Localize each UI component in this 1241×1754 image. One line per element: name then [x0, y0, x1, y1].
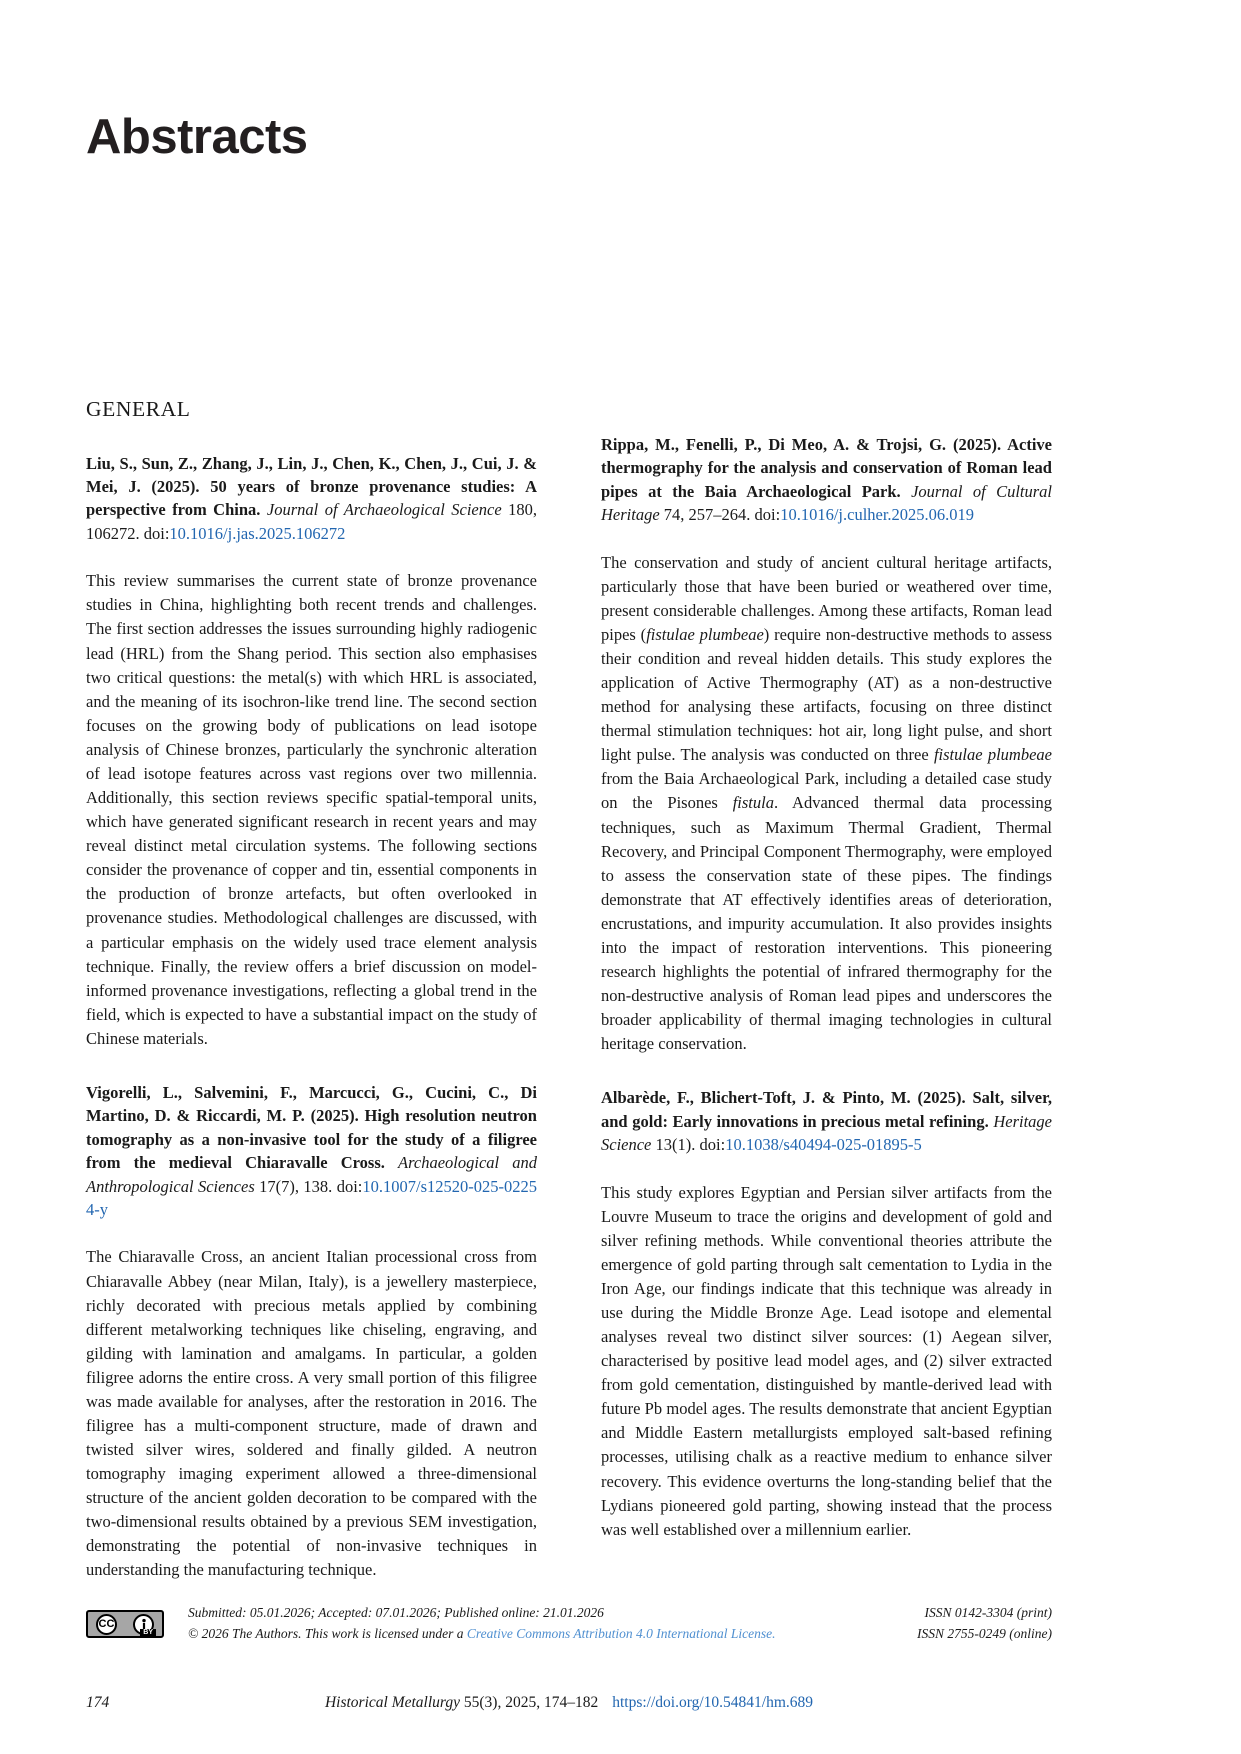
abstract-text: from the Baia Archaeological Park, including a detailed case study on the Pisones [601, 769, 1052, 813]
journal-name: Historical Metallurgy [324, 1694, 461, 1711]
doi-link[interactable]: 10.1038/s40494-025-01895-5 [725, 1135, 922, 1155]
doi-link[interactable]: 10.1007/s12520-025-02254-y [86, 1176, 537, 1219]
page-footer [86, 1603, 1052, 1645]
footer-dates: Submitted: 05.01.2026; Accepted: 07.01.2026; Published online: 21.01.2026 [188, 1605, 604, 1620]
license-link[interactable]: Creative Commons Attribution 4.0 International License. [466, 1625, 776, 1641]
journal-reference-line [286, 1694, 852, 1712]
abstract-liu-2025: This review summarises the current state of bronze provenance studies in China, highlighting both recent trends and challenges. The first section addresses the issues surrounding highly radiogenic lead (HRL) from the Shang period. This section also emphasises two critical questions: the metal(s) with which HRL is associated, and the meaning of its isochron-like trend line. The second section focuses on the growing body of publications on lead isotope analysis of Chinese bronzes, particularly the synchronic alteration of lead isotope features across vast regions over two millennia. Additionally, this section reviews specific spatial-temporal units, which have generated significant research in recent years and may reveal distinct metal circulation systems. The following sections consider the provenance of copper and tin, essential components in the production of bronze artefacts, but often overlooked in provenance studies. Methodological challenges are discussed, with a particular emphasis on the widely used trace element analysis technique. Finally, the review offers a brief discussion on model-informed provenance investigations, reflecting a global trend in the field, which is expected to have a substantial impact on the study of Chinese materials. [86, 571, 537, 1048]
abstract-text: . Advanced thermal data processing techniques, such as Maximum Thermal Gradient, Thermal Recovery, and Principal Component Thermography, were employed to assess the conservation state of these pipes. The findings demonstrate that AT effectively identifies areas of deterioration, encrustations, and impurity accumulation. It also provides insights into the impact of restoration interventions. This pioneering research highlights the potential of infrared thermography for the non-destructive analysis of Roman lead pipes and underscores the broader applicability of thermal imaging technologies in cultural heritage conservation. [601, 793, 1052, 1054]
abstract-text: The conservation and study of ancient cultural heritage artifacts, particularly those that have been buried or weathered over time, present considerable challenges. Among these artifacts, Roman lead pipes ( [601, 552, 1052, 644]
journal-volume-ref: 55(3), 2025, 174–182 [460, 1694, 599, 1711]
citation-journal: Archaeological and Anthropological Sciences [86, 1153, 537, 1196]
citation-authors-title: Rippa, M., Fenelli, P., Di Meo, A. & Trojsi, G. (2025). Active thermography for the analysis and conservation of Roman lead pipes at the Baia Archaeological Park. [601, 435, 1052, 501]
abstract-albarede-2025: This study explores Egyptian and Persian silver artifacts from the Louvre Museum to trace the origins and development of gold and silver refining methods. While conventional theories attribute the emergence of gold parting through salt cementation to Lydia in the Iron Age, our findings indicate that this technique was already in use during the Middle Bronze Age. Lead isotope and elemental analyses reveal two distinct silver sources: (1) Aegean silver, characterised by positive lead model ages, and (2) silver extracted from gold cementation, distinguished by mantle-derived lead with future Pb model ages. The results demonstrate that ancient Egyptian and Middle Eastern metallurgists employed salt-based refining processes, utilising chalk as a reactive medium to enhance silver recovery. This evidence overturns the long-standing belief that the Lydians pioneered gold parting, showing instead that the process was well established over a millennium earlier. [601, 1182, 1052, 1539]
section-header-general: GENERAL [86, 397, 191, 421]
abstract-italic-term: fistulae plumbeae [646, 624, 764, 644]
citation-volume-pages: 13(1). doi: [655, 1135, 726, 1155]
issn-online: ISSN 2755-0249 (online) [917, 1625, 1052, 1641]
right-column-top-spacer [601, 398, 1052, 433]
footer-license-text [188, 1603, 862, 1645]
two-column-body [86, 398, 1052, 1613]
citation-vigorelli-2025 [86, 1081, 537, 1222]
abstract-vigorelli-2025: The Chiaravalle Cross, an ancient Italian processional cross from Chiaravalle Abbey (near Milan, Italy), is a jewellery masterpiece, richly decorated with precious metals applied by combining different metalworking techniques like chiseling, engraving, and gilding with lamination and amalgams. In particular, a golden filigree adorns the entire cross. A very small portion of this filigree was made available for analyses, after the restoration in 2016. The filigree has a multi-component structure, made of drawn and twisted silver wires, soldered and finally gilded. A neutron tomography imaging experiment allowed a three-dimensional structure of the ancient golden decoration to be compared with the two-dimensional results obtained by a previous SEM investigation, demonstrating the potential of non-invasive techniques in understanding the manufacturing technique. [86, 1247, 537, 1580]
page-title: Abstracts [86, 110, 308, 164]
footer-row [86, 1603, 1052, 1645]
citation-rippa-2025 [601, 433, 1052, 527]
doi-link[interactable]: 10.1016/j.culher.2025.06.019 [780, 505, 975, 525]
abstract-italic-term: fistula [732, 793, 774, 813]
cc-by-label: BY [140, 1629, 156, 1637]
issn-print: ISSN 0142-3304 (print) [924, 1605, 1052, 1620]
page-bottom-bar [86, 1694, 1052, 1712]
abstract-text: ) require non-destructive methods to assess their condition and reveal hidden details. This study explores the application of Active Thermography (AT) as a non-destructive method for analysing these artifacts, focusing on three distinct thermal stimulation techniques: hot air, long light pulse, and short light pulse. The analysis was conducted on three [601, 624, 1052, 765]
doi-link[interactable]: 10.1016/j.jas.2025.106272 [169, 523, 346, 543]
left-column [86, 398, 537, 1613]
citation-volume-pages: 74, 257–264. doi: [663, 505, 781, 525]
citation-journal: Journal of Cultural Heritage [601, 481, 1052, 525]
citation-journal: Heritage Science [601, 1111, 1052, 1155]
footer-issn-block [862, 1603, 1052, 1645]
citation-authors-title: Vigorelli, L., Salvemini, F., Marcucci, G., Cucini, C., Di Martino, D. & Riccardi, M. P. (2025). High resolution neutron tomography as a non-invasive tool for the study of a filigree from the medieval Chiaravalle Cross. [86, 1082, 537, 1173]
abstract-italic-term: fistulae plumbeae [933, 745, 1052, 765]
cc-logo-icon: CC [96, 1614, 117, 1635]
right-column [601, 398, 1052, 1613]
creative-commons-by-icon [86, 1610, 164, 1638]
citation-authors-title: Albarède, F., Blichert-Toft, J. & Pinto, M. (2025). Salt, silver, and gold: Early innovations in precious metal refining. [601, 1088, 1052, 1131]
abstract-rippa-2025 [601, 551, 1052, 1057]
page-number: 174 [86, 1694, 110, 1711]
citation-authors-title: Liu, S., Sun, Z., Zhang, J., Lin, J., Chen, K., Chen, J., Cui, J. & Mei, J. (2025). 50 years of bronze provenance studies: A perspective from China. [86, 453, 537, 520]
footer-copyright [188, 1624, 862, 1645]
citation-journal: Journal of Archaeological Science [266, 500, 502, 520]
citation-volume-pages: 17(7), 138. doi: [259, 1176, 363, 1196]
copyright-prefix: © 2026 The Authors. This work is licensed under a [188, 1625, 467, 1641]
citation-albarede-2025 [601, 1086, 1052, 1156]
citation-volume-pages: 180, 106272. doi: [86, 500, 538, 543]
citation-liu-2025 [86, 452, 537, 546]
journal-doi-url[interactable]: https://doi.org/10.54841/hm.689 [612, 1694, 814, 1711]
